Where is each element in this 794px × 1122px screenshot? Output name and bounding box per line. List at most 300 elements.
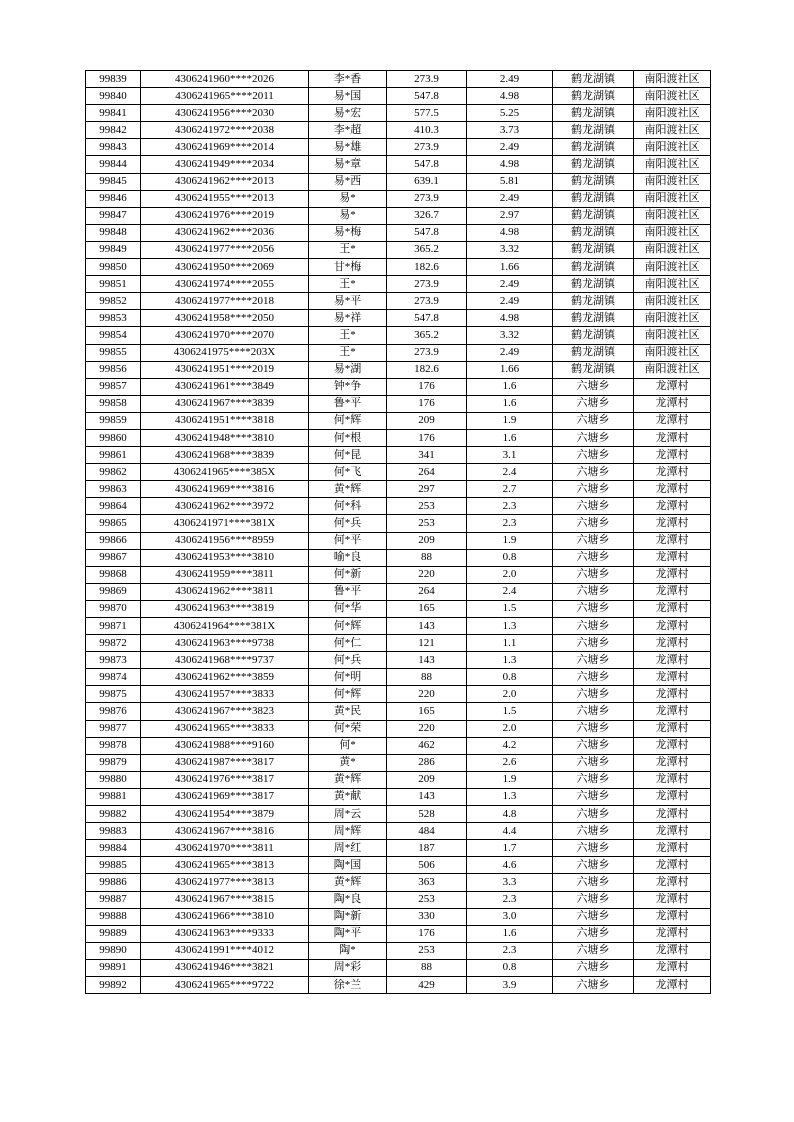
cell-seq: 99853 bbox=[86, 310, 141, 327]
table-row bbox=[86, 412, 711, 429]
cell-village: 南阳渡社区 bbox=[634, 156, 711, 173]
cell-town: 六塘乡 bbox=[553, 908, 634, 925]
cell-id: 4306241967****3816 bbox=[141, 823, 309, 840]
cell-rate: 1.3 bbox=[467, 618, 553, 635]
cell-name: 何*兵 bbox=[309, 652, 387, 669]
cell-village: 龙潭村 bbox=[634, 823, 711, 840]
table-row bbox=[86, 600, 711, 617]
table-row bbox=[86, 207, 711, 224]
cell-seq: 99881 bbox=[86, 788, 141, 805]
cell-village: 龙潭村 bbox=[634, 788, 711, 805]
table-row bbox=[86, 259, 711, 276]
cell-seq: 99889 bbox=[86, 925, 141, 942]
table-row bbox=[86, 754, 711, 771]
cell-amount: 273.9 bbox=[387, 71, 467, 88]
cell-village: 龙潭村 bbox=[634, 464, 711, 481]
cell-village: 龙潭村 bbox=[634, 703, 711, 720]
cell-seq: 99892 bbox=[86, 976, 141, 993]
cell-name: 鲁*平 bbox=[309, 583, 387, 600]
cell-rate: 3.32 bbox=[467, 327, 553, 344]
cell-name: 李*超 bbox=[309, 122, 387, 139]
cell-village: 南阳渡社区 bbox=[634, 88, 711, 105]
cell-name: 陶*新 bbox=[309, 908, 387, 925]
cell-rate: 1.6 bbox=[467, 429, 553, 446]
cell-village: 南阳渡社区 bbox=[634, 71, 711, 88]
cell-name: 王* bbox=[309, 241, 387, 258]
cell-town: 鹤龙湖镇 bbox=[553, 71, 634, 88]
cell-name: 何*荣 bbox=[309, 720, 387, 737]
cell-rate: 3.3 bbox=[467, 874, 553, 891]
cell-name: 何*华 bbox=[309, 600, 387, 617]
cell-town: 鹤龙湖镇 bbox=[553, 241, 634, 258]
cell-village: 龙潭村 bbox=[634, 378, 711, 395]
cell-rate: 1.1 bbox=[467, 635, 553, 652]
cell-name: 喻*良 bbox=[309, 549, 387, 566]
cell-town: 六塘乡 bbox=[553, 566, 634, 583]
table-row bbox=[86, 327, 711, 344]
cell-seq: 99842 bbox=[86, 122, 141, 139]
cell-town: 六塘乡 bbox=[553, 515, 634, 532]
cell-rate: 2.97 bbox=[467, 207, 553, 224]
cell-village: 南阳渡社区 bbox=[634, 327, 711, 344]
table-row bbox=[86, 874, 711, 891]
cell-seq: 99852 bbox=[86, 293, 141, 310]
cell-village: 龙潭村 bbox=[634, 532, 711, 549]
table-row bbox=[86, 532, 711, 549]
cell-village: 龙潭村 bbox=[634, 635, 711, 652]
cell-amount: 326.7 bbox=[387, 207, 467, 224]
cell-town: 六塘乡 bbox=[553, 874, 634, 891]
cell-village: 龙潭村 bbox=[634, 976, 711, 993]
cell-town: 鹤龙湖镇 bbox=[553, 156, 634, 173]
cell-town: 六塘乡 bbox=[553, 652, 634, 669]
cell-village: 龙潭村 bbox=[634, 959, 711, 976]
cell-town: 六塘乡 bbox=[553, 395, 634, 412]
cell-village: 龙潭村 bbox=[634, 481, 711, 498]
cell-name: 李*香 bbox=[309, 71, 387, 88]
cell-name: 易*国 bbox=[309, 88, 387, 105]
cell-village: 南阳渡社区 bbox=[634, 139, 711, 156]
cell-name: 何*明 bbox=[309, 669, 387, 686]
cell-town: 六塘乡 bbox=[553, 532, 634, 549]
table-row bbox=[86, 378, 711, 395]
cell-amount: 297 bbox=[387, 481, 467, 498]
table-row bbox=[86, 942, 711, 959]
cell-id: 4306241965****3813 bbox=[141, 857, 309, 874]
cell-name: 何*辉 bbox=[309, 686, 387, 703]
cell-town: 六塘乡 bbox=[553, 600, 634, 617]
cell-rate: 1.66 bbox=[467, 259, 553, 276]
table-body bbox=[86, 71, 711, 994]
table-row bbox=[86, 652, 711, 669]
table-row bbox=[86, 498, 711, 515]
cell-town: 六塘乡 bbox=[553, 464, 634, 481]
cell-rate: 1.3 bbox=[467, 788, 553, 805]
cell-rate: 4.98 bbox=[467, 156, 553, 173]
cell-amount: 273.9 bbox=[387, 344, 467, 361]
cell-id: 4306241969****3816 bbox=[141, 481, 309, 498]
cell-rate: 1.7 bbox=[467, 840, 553, 857]
cell-town: 鹤龙湖镇 bbox=[553, 190, 634, 207]
cell-amount: 253 bbox=[387, 498, 467, 515]
cell-name: 黄*辉 bbox=[309, 771, 387, 788]
cell-village: 龙潭村 bbox=[634, 498, 711, 515]
table-row bbox=[86, 122, 711, 139]
cell-id: 4306241966****3810 bbox=[141, 908, 309, 925]
cell-id: 4306241962****3972 bbox=[141, 498, 309, 515]
table-row bbox=[86, 959, 711, 976]
cell-name: 周*云 bbox=[309, 806, 387, 823]
cell-rate: 2.3 bbox=[467, 498, 553, 515]
cell-seq: 99847 bbox=[86, 207, 141, 224]
cell-town: 六塘乡 bbox=[553, 378, 634, 395]
table-row bbox=[86, 173, 711, 190]
cell-rate: 1.5 bbox=[467, 703, 553, 720]
cell-name: 陶*良 bbox=[309, 891, 387, 908]
cell-town: 六塘乡 bbox=[553, 737, 634, 754]
cell-town: 六塘乡 bbox=[553, 720, 634, 737]
cell-id: 4306241956****2030 bbox=[141, 105, 309, 122]
cell-seq: 99861 bbox=[86, 447, 141, 464]
cell-name: 王* bbox=[309, 344, 387, 361]
table-row bbox=[86, 344, 711, 361]
cell-name: 王* bbox=[309, 276, 387, 293]
table-row bbox=[86, 635, 711, 652]
cell-rate: 5.81 bbox=[467, 173, 553, 190]
cell-id: 4306241965****3833 bbox=[141, 720, 309, 737]
cell-village: 南阳渡社区 bbox=[634, 361, 711, 378]
cell-name: 何*飞 bbox=[309, 464, 387, 481]
cell-rate: 4.6 bbox=[467, 857, 553, 874]
cell-id: 4306241967****3823 bbox=[141, 703, 309, 720]
cell-town: 六塘乡 bbox=[553, 891, 634, 908]
cell-id: 4306241955****2013 bbox=[141, 190, 309, 207]
cell-id: 4306241988****9160 bbox=[141, 737, 309, 754]
cell-town: 六塘乡 bbox=[553, 549, 634, 566]
cell-town: 六塘乡 bbox=[553, 857, 634, 874]
cell-id: 4306241959****3811 bbox=[141, 566, 309, 583]
cell-name: 甘*梅 bbox=[309, 259, 387, 276]
cell-name: 何*仁 bbox=[309, 635, 387, 652]
cell-town: 鹤龙湖镇 bbox=[553, 122, 634, 139]
table-row bbox=[86, 788, 711, 805]
cell-rate: 2.3 bbox=[467, 942, 553, 959]
cell-rate: 3.0 bbox=[467, 908, 553, 925]
cell-amount: 88 bbox=[387, 669, 467, 686]
cell-id: 4306241963****3819 bbox=[141, 600, 309, 617]
table-row bbox=[86, 293, 711, 310]
cell-seq: 99856 bbox=[86, 361, 141, 378]
cell-rate: 0.8 bbox=[467, 959, 553, 976]
cell-town: 鹤龙湖镇 bbox=[553, 207, 634, 224]
cell-amount: 330 bbox=[387, 908, 467, 925]
cell-id: 4306241963****9738 bbox=[141, 635, 309, 652]
cell-name: 黄*辉 bbox=[309, 874, 387, 891]
cell-id: 4306241962****2013 bbox=[141, 173, 309, 190]
cell-amount: 547.8 bbox=[387, 156, 467, 173]
table-row bbox=[86, 891, 711, 908]
cell-seq: 99843 bbox=[86, 139, 141, 156]
cell-name: 易*宏 bbox=[309, 105, 387, 122]
cell-id: 4306241946****3821 bbox=[141, 959, 309, 976]
cell-village: 龙潭村 bbox=[634, 686, 711, 703]
cell-name: 何*平 bbox=[309, 532, 387, 549]
cell-seq: 99839 bbox=[86, 71, 141, 88]
cell-village: 南阳渡社区 bbox=[634, 293, 711, 310]
cell-amount: 253 bbox=[387, 891, 467, 908]
cell-village: 南阳渡社区 bbox=[634, 105, 711, 122]
cell-id: 4306241967****3839 bbox=[141, 395, 309, 412]
cell-rate: 4.98 bbox=[467, 310, 553, 327]
cell-rate: 1.6 bbox=[467, 378, 553, 395]
cell-seq: 99849 bbox=[86, 241, 141, 258]
cell-id: 4306241974****2055 bbox=[141, 276, 309, 293]
cell-seq: 99882 bbox=[86, 806, 141, 823]
cell-id: 4306241953****3810 bbox=[141, 549, 309, 566]
cell-town: 六塘乡 bbox=[553, 840, 634, 857]
cell-town: 鹤龙湖镇 bbox=[553, 327, 634, 344]
cell-village: 南阳渡社区 bbox=[634, 173, 711, 190]
cell-amount: 176 bbox=[387, 429, 467, 446]
cell-town: 六塘乡 bbox=[553, 618, 634, 635]
cell-village: 南阳渡社区 bbox=[634, 224, 711, 241]
cell-seq: 99886 bbox=[86, 874, 141, 891]
table-row bbox=[86, 515, 711, 532]
table-row bbox=[86, 686, 711, 703]
cell-amount: 121 bbox=[387, 635, 467, 652]
cell-name: 易*章 bbox=[309, 156, 387, 173]
cell-seq: 99887 bbox=[86, 891, 141, 908]
cell-amount: 484 bbox=[387, 823, 467, 840]
cell-id: 4306241969****3817 bbox=[141, 788, 309, 805]
cell-rate: 2.4 bbox=[467, 464, 553, 481]
table-row bbox=[86, 669, 711, 686]
cell-amount: 143 bbox=[387, 788, 467, 805]
cell-village: 龙潭村 bbox=[634, 942, 711, 959]
cell-town: 鹤龙湖镇 bbox=[553, 259, 634, 276]
cell-seq: 99885 bbox=[86, 857, 141, 874]
cell-amount: 187 bbox=[387, 840, 467, 857]
cell-village: 南阳渡社区 bbox=[634, 241, 711, 258]
cell-name: 易*西 bbox=[309, 173, 387, 190]
cell-id: 4306241958****2050 bbox=[141, 310, 309, 327]
cell-id: 4306241977****2056 bbox=[141, 241, 309, 258]
table-row bbox=[86, 241, 711, 258]
cell-seq: 99875 bbox=[86, 686, 141, 703]
cell-rate: 3.9 bbox=[467, 976, 553, 993]
cell-id: 4306241972****2038 bbox=[141, 122, 309, 139]
cell-town: 六塘乡 bbox=[553, 498, 634, 515]
cell-name: 周*辉 bbox=[309, 823, 387, 840]
cell-town: 六塘乡 bbox=[553, 412, 634, 429]
cell-name: 黄*辉 bbox=[309, 481, 387, 498]
cell-name: 何*根 bbox=[309, 429, 387, 446]
cell-seq: 99846 bbox=[86, 190, 141, 207]
cell-village: 南阳渡社区 bbox=[634, 207, 711, 224]
table-row bbox=[86, 583, 711, 600]
cell-seq: 99844 bbox=[86, 156, 141, 173]
cell-id: 4306241965****2011 bbox=[141, 88, 309, 105]
cell-id: 4306241968****3839 bbox=[141, 447, 309, 464]
cell-seq: 99862 bbox=[86, 464, 141, 481]
cell-rate: 2.3 bbox=[467, 891, 553, 908]
cell-rate: 4.8 bbox=[467, 806, 553, 823]
cell-village: 龙潭村 bbox=[634, 669, 711, 686]
cell-town: 六塘乡 bbox=[553, 703, 634, 720]
table-row bbox=[86, 566, 711, 583]
cell-rate: 1.5 bbox=[467, 600, 553, 617]
cell-town: 六塘乡 bbox=[553, 583, 634, 600]
cell-rate: 4.98 bbox=[467, 88, 553, 105]
table-row bbox=[86, 771, 711, 788]
cell-amount: 209 bbox=[387, 412, 467, 429]
cell-village: 龙潭村 bbox=[634, 412, 711, 429]
table-row bbox=[86, 464, 711, 481]
table-row bbox=[86, 71, 711, 88]
cell-village: 南阳渡社区 bbox=[634, 259, 711, 276]
cell-town: 六塘乡 bbox=[553, 669, 634, 686]
cell-seq: 99858 bbox=[86, 395, 141, 412]
cell-name: 易*雄 bbox=[309, 139, 387, 156]
cell-id: 4306241957****3833 bbox=[141, 686, 309, 703]
cell-name: 黄*献 bbox=[309, 788, 387, 805]
cell-amount: 365.2 bbox=[387, 241, 467, 258]
cell-seq: 99883 bbox=[86, 823, 141, 840]
table-row bbox=[86, 823, 711, 840]
table-row bbox=[86, 105, 711, 122]
table-row bbox=[86, 720, 711, 737]
cell-id: 4306241965****9722 bbox=[141, 976, 309, 993]
cell-amount: 639.1 bbox=[387, 173, 467, 190]
table-row bbox=[86, 806, 711, 823]
cell-name: 易* bbox=[309, 207, 387, 224]
cell-rate: 0.8 bbox=[467, 669, 553, 686]
cell-amount: 88 bbox=[387, 959, 467, 976]
cell-village: 龙潭村 bbox=[634, 447, 711, 464]
cell-rate: 0.8 bbox=[467, 549, 553, 566]
cell-village: 龙潭村 bbox=[634, 515, 711, 532]
table-row bbox=[86, 156, 711, 173]
cell-seq: 99840 bbox=[86, 88, 141, 105]
cell-seq: 99879 bbox=[86, 754, 141, 771]
cell-amount: 273.9 bbox=[387, 276, 467, 293]
cell-amount: 165 bbox=[387, 600, 467, 617]
cell-village: 南阳渡社区 bbox=[634, 344, 711, 361]
cell-rate: 5.25 bbox=[467, 105, 553, 122]
cell-id: 4306241968****9737 bbox=[141, 652, 309, 669]
cell-id: 4306241949****2034 bbox=[141, 156, 309, 173]
cell-seq: 99867 bbox=[86, 549, 141, 566]
table-row bbox=[86, 925, 711, 942]
cell-village: 龙潭村 bbox=[634, 549, 711, 566]
cell-seq: 99890 bbox=[86, 942, 141, 959]
cell-village: 龙潭村 bbox=[634, 395, 711, 412]
cell-village: 南阳渡社区 bbox=[634, 310, 711, 327]
table-row bbox=[86, 857, 711, 874]
cell-town: 六塘乡 bbox=[553, 788, 634, 805]
cell-town: 鹤龙湖镇 bbox=[553, 105, 634, 122]
cell-seq: 99871 bbox=[86, 618, 141, 635]
cell-amount: 273.9 bbox=[387, 190, 467, 207]
cell-rate: 2.49 bbox=[467, 190, 553, 207]
cell-amount: 165 bbox=[387, 703, 467, 720]
cell-amount: 264 bbox=[387, 583, 467, 600]
table-row bbox=[86, 840, 711, 857]
cell-rate: 2.6 bbox=[467, 754, 553, 771]
cell-town: 鹤龙湖镇 bbox=[553, 361, 634, 378]
cell-seq: 99854 bbox=[86, 327, 141, 344]
cell-village: 龙潭村 bbox=[634, 806, 711, 823]
cell-town: 六塘乡 bbox=[553, 806, 634, 823]
cell-seq: 99872 bbox=[86, 635, 141, 652]
cell-amount: 253 bbox=[387, 942, 467, 959]
cell-id: 4306241971****381X bbox=[141, 515, 309, 532]
cell-id: 4306241954****3879 bbox=[141, 806, 309, 823]
cell-amount: 182.6 bbox=[387, 361, 467, 378]
cell-town: 六塘乡 bbox=[553, 925, 634, 942]
cell-seq: 99863 bbox=[86, 481, 141, 498]
table-row bbox=[86, 310, 711, 327]
cell-name: 易*湖 bbox=[309, 361, 387, 378]
cell-rate: 2.49 bbox=[467, 139, 553, 156]
table-row bbox=[86, 976, 711, 993]
cell-rate: 1.66 bbox=[467, 361, 553, 378]
cell-id: 4306241969****2014 bbox=[141, 139, 309, 156]
cell-seq: 99848 bbox=[86, 224, 141, 241]
cell-village: 龙潭村 bbox=[634, 891, 711, 908]
cell-name: 何*辉 bbox=[309, 618, 387, 635]
cell-rate: 2.49 bbox=[467, 344, 553, 361]
table-row bbox=[86, 737, 711, 754]
cell-village: 龙潭村 bbox=[634, 754, 711, 771]
cell-amount: 176 bbox=[387, 378, 467, 395]
cell-village: 龙潭村 bbox=[634, 874, 711, 891]
cell-seq: 99855 bbox=[86, 344, 141, 361]
table-row bbox=[86, 190, 711, 207]
cell-village: 龙潭村 bbox=[634, 583, 711, 600]
cell-amount: 365.2 bbox=[387, 327, 467, 344]
cell-town: 六塘乡 bbox=[553, 447, 634, 464]
cell-amount: 429 bbox=[387, 976, 467, 993]
cell-rate: 3.1 bbox=[467, 447, 553, 464]
cell-id: 4306241976****3817 bbox=[141, 771, 309, 788]
cell-id: 4306241975****203X bbox=[141, 344, 309, 361]
cell-name: 易*祥 bbox=[309, 310, 387, 327]
cell-seq: 99860 bbox=[86, 429, 141, 446]
cell-rate: 1.3 bbox=[467, 652, 553, 669]
cell-amount: 273.9 bbox=[387, 293, 467, 310]
cell-name: 钟*争 bbox=[309, 378, 387, 395]
cell-id: 4306241962****3811 bbox=[141, 583, 309, 600]
cell-village: 龙潭村 bbox=[634, 566, 711, 583]
cell-amount: 547.8 bbox=[387, 88, 467, 105]
cell-town: 六塘乡 bbox=[553, 942, 634, 959]
cell-name: 陶*平 bbox=[309, 925, 387, 942]
cell-amount: 253 bbox=[387, 515, 467, 532]
cell-name: 何*新 bbox=[309, 566, 387, 583]
cell-village: 龙潭村 bbox=[634, 908, 711, 925]
table-row bbox=[86, 88, 711, 105]
table-row bbox=[86, 549, 711, 566]
cell-name: 陶*国 bbox=[309, 857, 387, 874]
cell-id: 4306241951****3818 bbox=[141, 412, 309, 429]
cell-seq: 99857 bbox=[86, 378, 141, 395]
cell-rate: 3.32 bbox=[467, 241, 553, 258]
cell-id: 4306241962****2036 bbox=[141, 224, 309, 241]
cell-rate: 1.9 bbox=[467, 532, 553, 549]
cell-rate: 2.3 bbox=[467, 515, 553, 532]
cell-amount: 264 bbox=[387, 464, 467, 481]
